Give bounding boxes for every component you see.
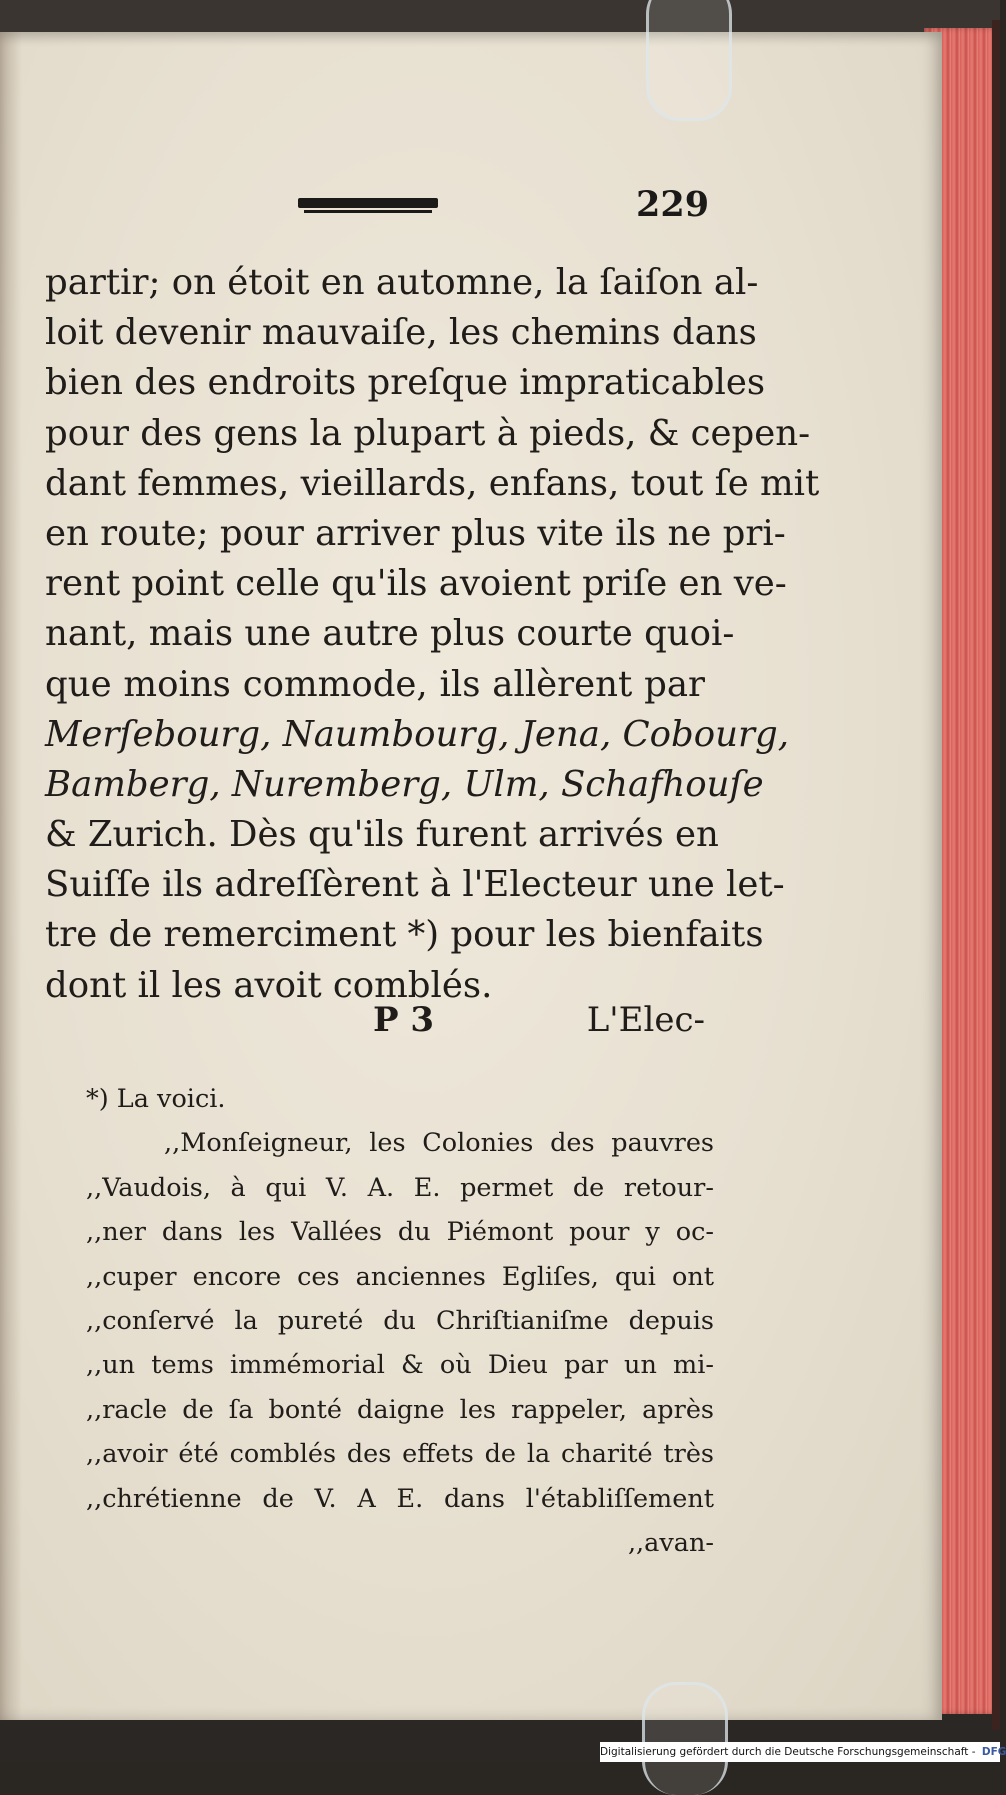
footnote-line: ,,cuper encore ces anciennes Egliſes, qui ont <box>86 1261 714 1292</box>
page-number: 229 <box>636 184 710 225</box>
book-page <box>0 32 942 1720</box>
footnote-line: ,,conſervé la pureté du Chriſtianiſme depuis <box>86 1305 714 1336</box>
text-line: en route; pour arriver plus vite ils ne pri- <box>45 512 786 554</box>
footnote-line: ,,un tems immémorial & où Dieu par un mi- <box>86 1350 714 1381</box>
main-text <box>45 258 820 1011</box>
signature-mark: P 3 <box>373 1000 435 1040</box>
text-line: bien des endroits preſque impraticables <box>45 362 766 404</box>
text-line: nant, mais une autre plus courte quoi- <box>45 613 735 655</box>
text-line: partir; on étoit en automne, la ſaiſon al- <box>45 262 759 303</box>
credit-text: Digitalisierung gefördert durch die Deutsche Forschungsgemeinschaft - <box>600 1746 976 1758</box>
text-line: dont il les avoit comblés. <box>45 964 493 1006</box>
footnote-line: *) La voici. <box>86 1084 226 1114</box>
text-line: tre de remerciment *) pour les bienfaits <box>45 914 764 956</box>
footnote-line: ,,Monſeigneur, les Colonies des pauvres <box>164 1128 714 1159</box>
footnote-catchword: ,,avan- <box>627 1527 714 1558</box>
page-foot-line <box>45 1000 705 1046</box>
header-ornament-rule <box>298 198 438 208</box>
place-names: Merſebourg, Naumbourg, Jena, Cobourg, <box>45 713 789 755</box>
place-names: Bamberg, Nuremberg, Ulm, Schafhouſe <box>45 763 764 805</box>
text-line-italic-places <box>45 710 789 760</box>
book-cover-edge <box>992 20 1000 1730</box>
footnote-line: ,,Vaudois, à qui V. A. E. permet de retour- <box>86 1172 714 1203</box>
text-line-italic-places <box>45 760 764 810</box>
text-line: dant femmes, vieillards, enfans, tout ſe mit <box>45 462 820 504</box>
text-line: rent point celle qu'ils avoient priſe en ve- <box>45 563 787 605</box>
catchword: L'Elec- <box>586 1000 705 1040</box>
footnote-line: ,,ner dans les Vallées du Piémont pour y oc- <box>86 1217 714 1248</box>
text-line: pour des gens la plupart à pieds, & cepen- <box>45 412 811 454</box>
footnote-line: ,,racle de ſa bonté daigne les rappeler, après <box>86 1394 714 1425</box>
footnote <box>86 1077 714 1565</box>
page-clip-top <box>646 0 732 121</box>
footnote-line: ,,chrétienne de V. A E. dans l'établiſſement <box>86 1483 714 1514</box>
dfg-logo: DFG <box>981 1746 1006 1758</box>
text-line: & Zurich. Dès qu'ils furent arrivés en <box>45 814 719 856</box>
footnote-line: ,,avoir été comblés des effets de la charité très <box>86 1439 714 1470</box>
page-clip-bottom <box>642 1682 728 1795</box>
digitization-credit <box>600 1742 1006 1762</box>
text-line: Suiſſe ils adreſſèrent à l'Electeur une let- <box>45 864 785 906</box>
text-line: que moins commode, ils allèrent par <box>45 663 705 705</box>
text-line: loit devenir mauvaiſe, les chemins dans <box>45 312 757 354</box>
